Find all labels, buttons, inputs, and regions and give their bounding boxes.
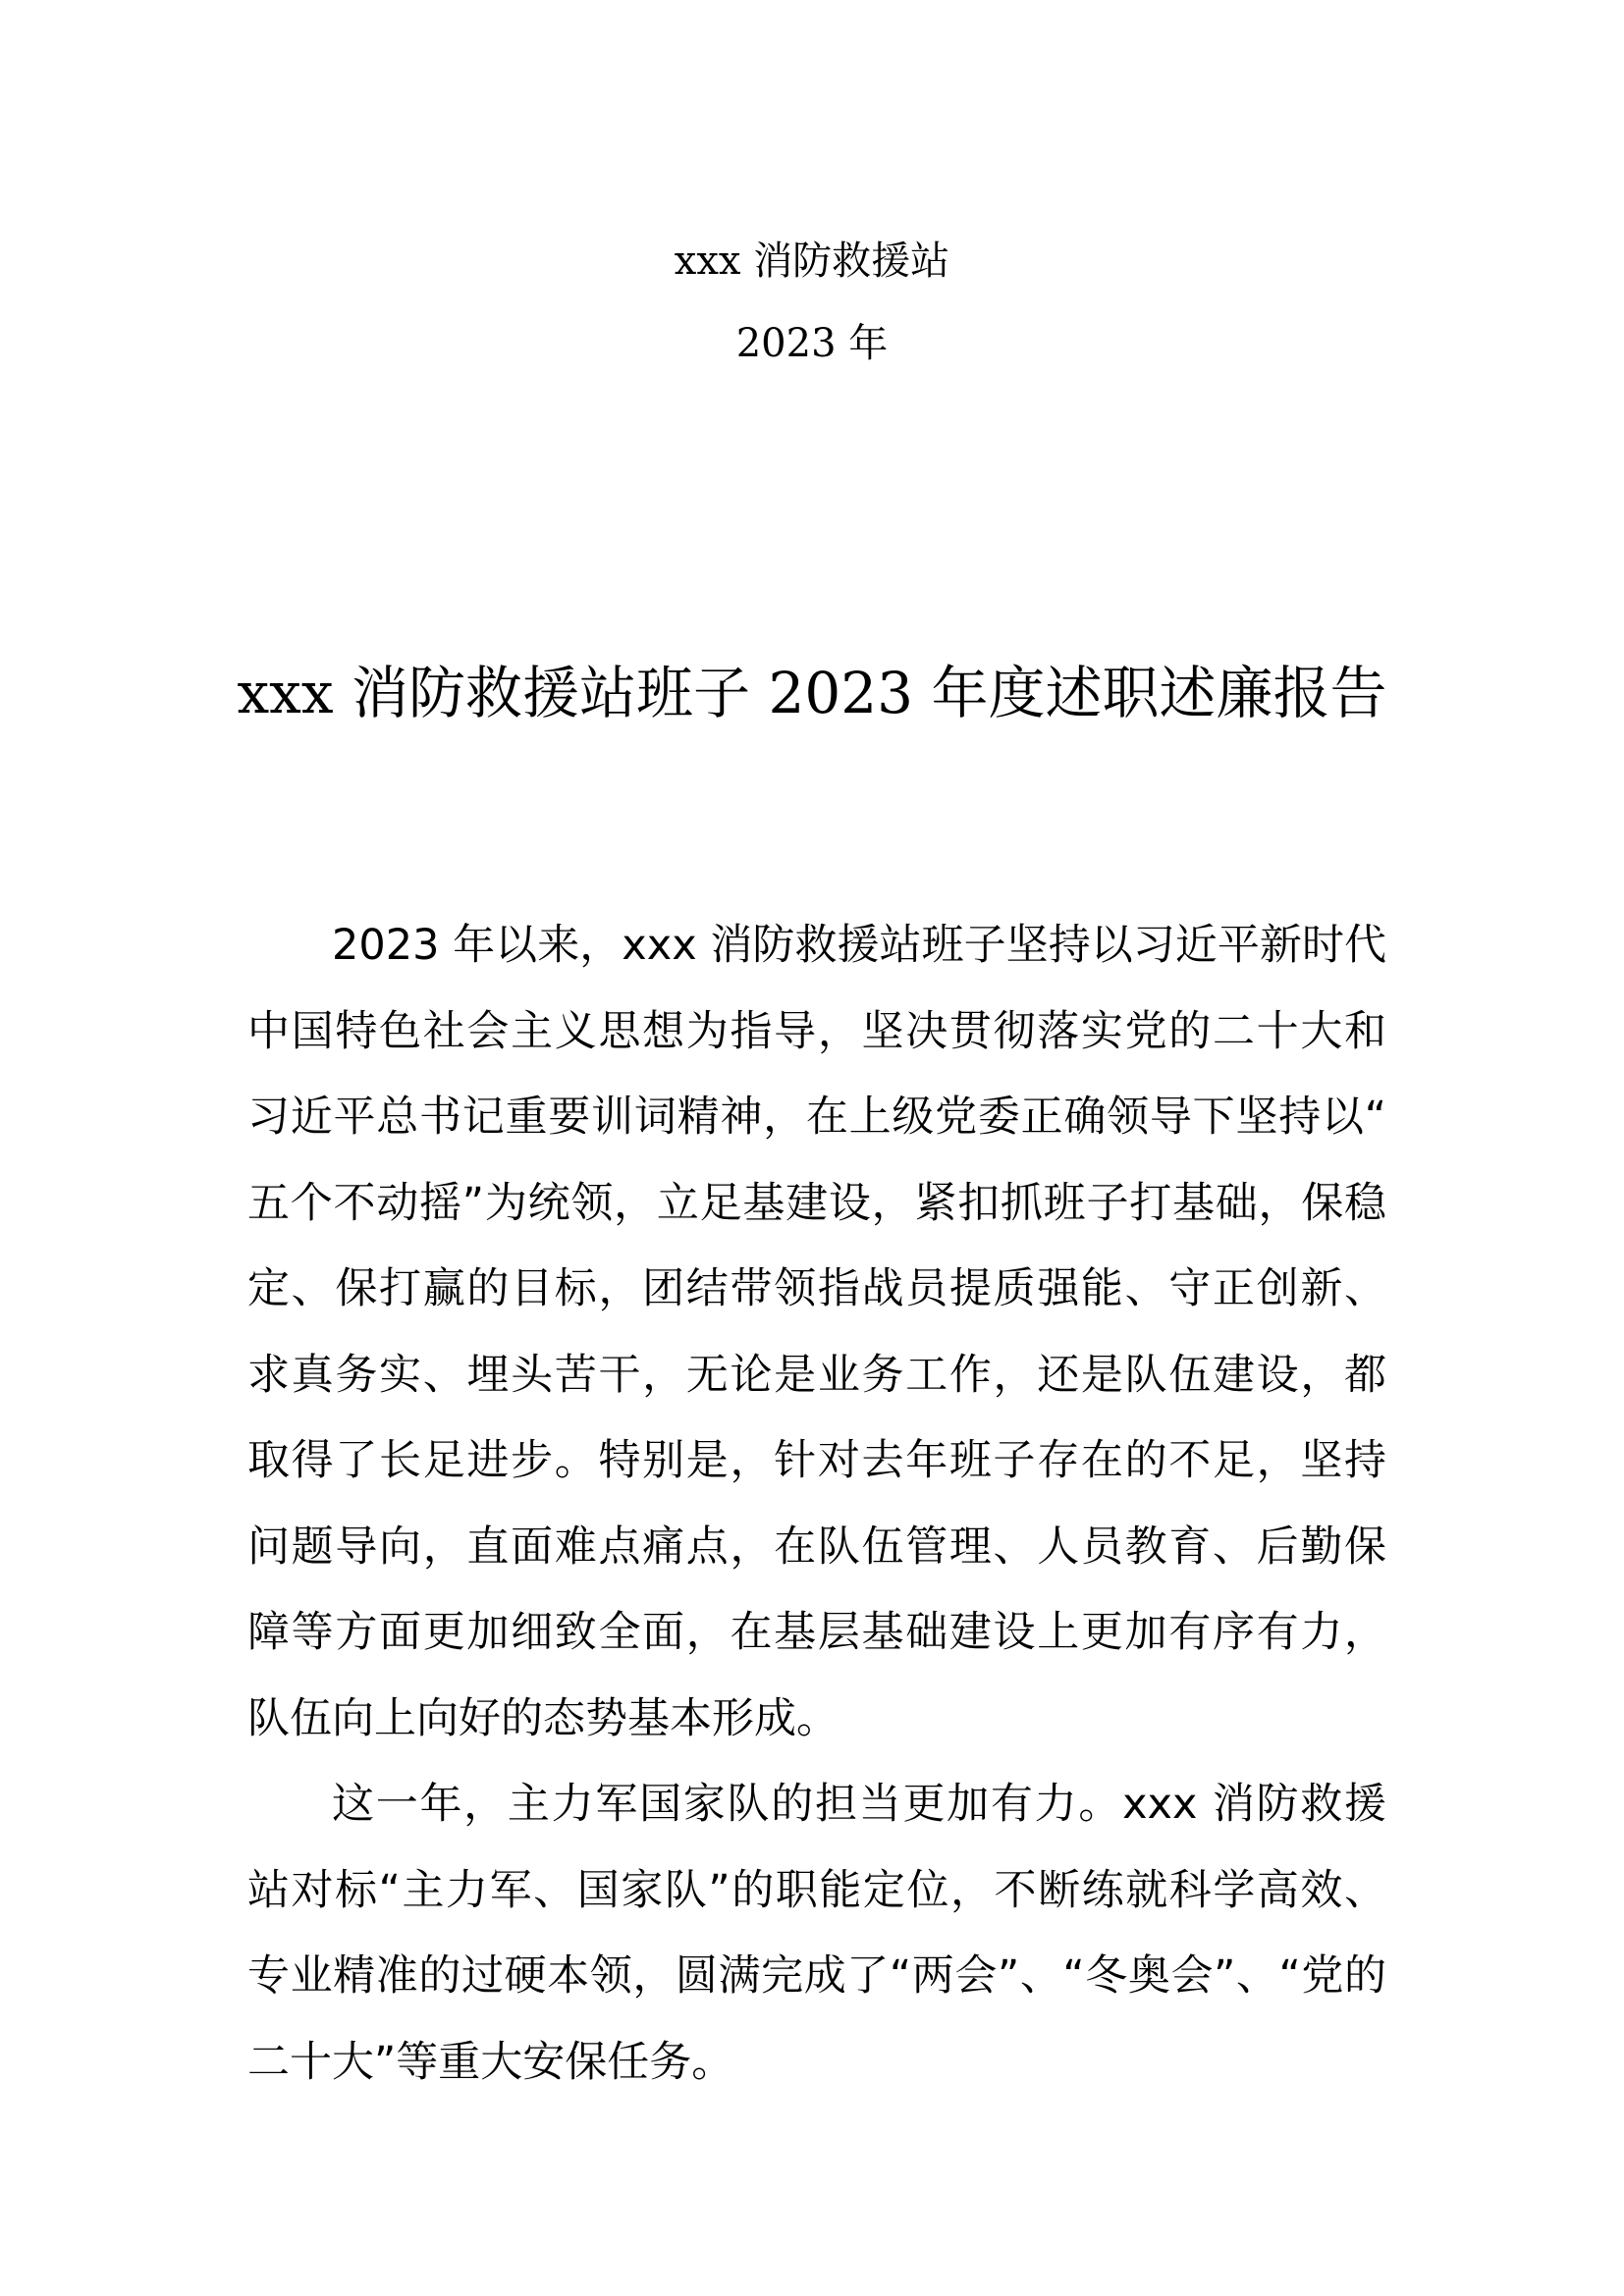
body-paragraph: 这一年，主力军国家队的担当更加有力。xxx 消防救援站对标“主力军、国家队”的职能定位，不断练就科学高效、专业精准的过硬本领，圆满完成了“两会”、“冬奥会”、“党的二十大”等重大安保任务。 <box>247 1780 1386 2087</box>
organization-name: xxx 消防救援站 <box>674 239 950 284</box>
report-year: 2023 年 <box>735 321 889 366</box>
report-body <box>247 903 1386 2106</box>
body-paragraph: 2023 年以来，xxx 消防救援站班子坚持以习近平新时代中国特色社会主义思想为指导，坚决贯彻落实党的二十大和习近平总书记重要训词精神，在上级党委正确领导下坚持以“五个不动摇”为统领，立足基建设，紧扣抓班子打基础，保稳定、保打赢的目标，团结带领指战员提质强能、守正创新、求真务实、埋头苦干，无论是业务工作，还是队伍建设，都取得了长足进步。特别是，针对去年班子存在的不足，坚持问题导向，直面难点痛点，在队伍管理、人员教育、后勤保障等方面更加细致全面，在基层基础建设上更加有序有力，队伍向上向好的态势基本形成。 <box>247 921 1386 1743</box>
report-title: xxx 消防救援站班子 2023 年度述职述廉报告 <box>237 660 1387 726</box>
